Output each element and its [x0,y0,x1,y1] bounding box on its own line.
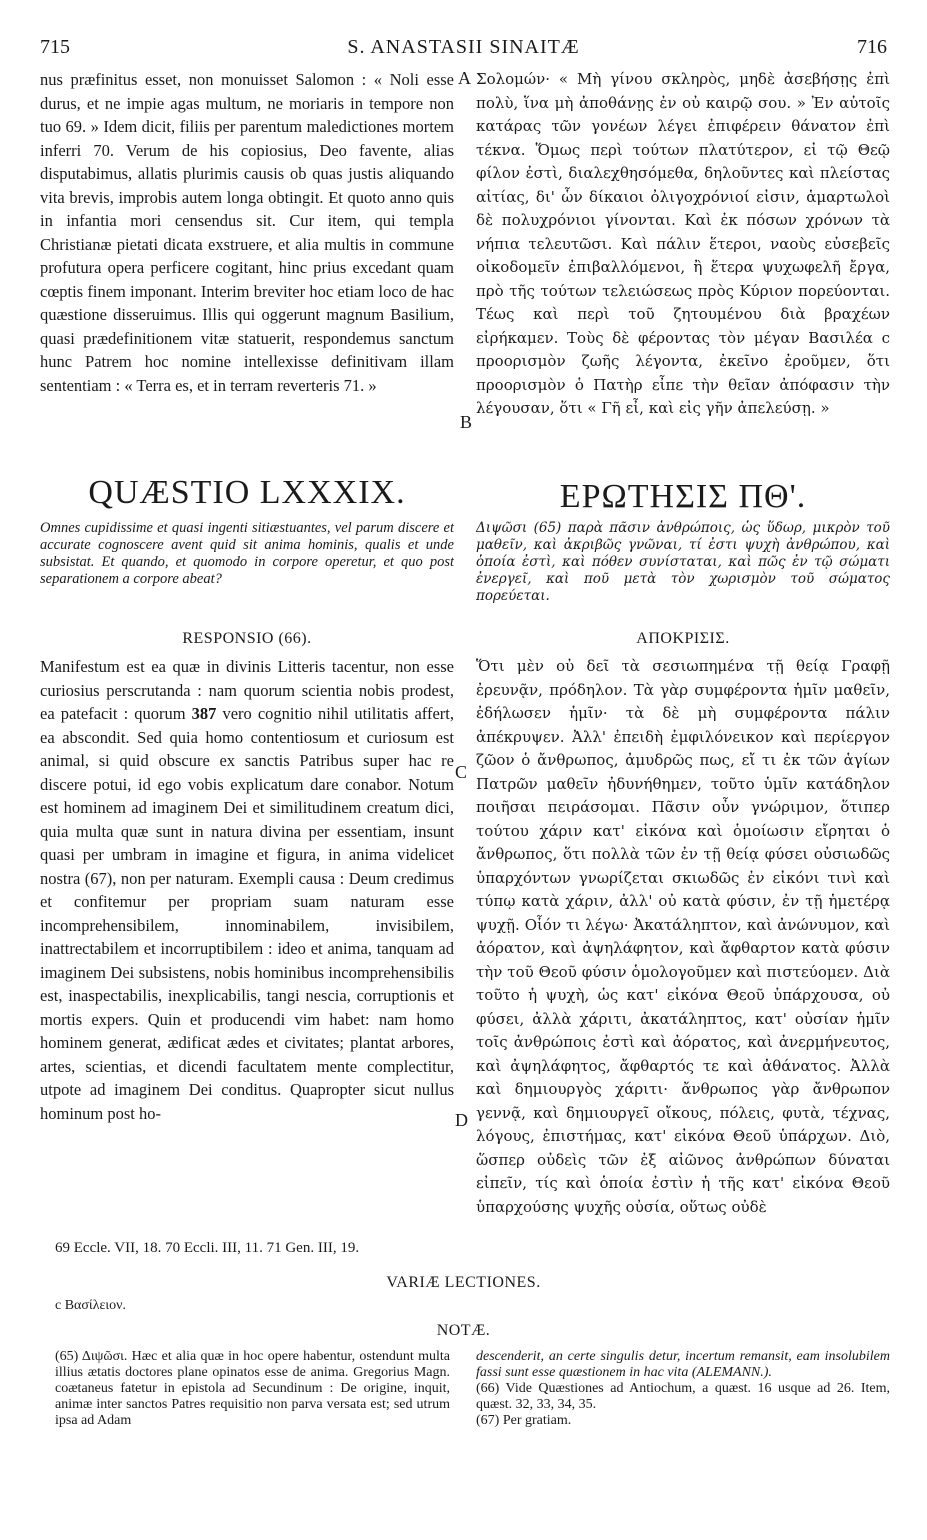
margin-mark-a: A [458,68,471,88]
note-65: (65) Διψῶσι. Hæc et alia quæ in hoc opere habentur, ostendunt multa illius ætatis doctores plane opinatos esse de anima. Gregorius Magn. coætaneus fatetur in epistola ad Secundinum : De origine, inquit, animæ inter sanctos Patres requisitio non parva versata est; sed utrum ipsa ad Adam [55,1349,450,1428]
notae-title: NOTÆ. [436,1322,491,1339]
latin-responsio-rest: vero cognitio nihil utilitatis affert, ea abscondit. Sed quia homo contentiosum et curiosum est animal, si quid obscure ex sanctis Patribus super hac re discere potui, id ego vobis explicatum dare conabor. Notum est hominem ad imaginem Dei et similitudinem creatum dici, quia multa quæ sunt in natura divina per essentiam, insunt quasi per umbram in imagine et figura, in anima videlicet nostra (67), non per naturam. Exempli causa : Deum credimus et confitemur per propriam suam naturam esse incomprehensibilem, innominabilem, invisibilem, inattrectabilem et incorruptibilem : ideo et anima, tanquam ad imaginem Dei subsistens, nobis hominibus incomprehensibilis est, inaspectabilis, inexplicabilis, tangi nescia, corruptionis et mortis expers. Quin et producendi vim habet: nam homo hominem generat, ædificat ædes et civitates; plantat arbores, artes, scientias, et dicendi facultatem mente complectitur, utpote ad imaginem Dei conditus. Quapropter sicut nullus hominum post ho- [40,704,454,1123]
latin-responsio-heading: RESPONSIO (66). [182,630,312,647]
greek-responsio-heading: ΑΠΟΚΡΙΣΙΣ. [636,630,730,647]
scripture-footnotes: 69 Eccle. VII, 18. 70 Eccli. III, 11. 71 Gen. III, 19. [55,1240,360,1256]
notae-right-column [476,1349,890,1479]
column-number: 387 [191,704,217,723]
greek-responsio-body [476,655,890,1235]
running-title: S. ANASTASII SINAITÆ [347,36,580,58]
latin-column-top [40,68,454,470]
margin-mark-b: B [460,412,473,432]
greek-column-top [476,68,890,420]
margin-mark-c: C [455,762,468,782]
note-65-continued: descenderit, an certe singulis detur, incertum remansit, eam insolubilem fassi sunt esse quæstionem in hac vita (ALEMANN.). [476,1349,890,1380]
latin-responsio-text [40,655,454,1125]
latin-responsio-body [40,655,454,1235]
variae-lectiones-text: c Βασίλειον. [55,1298,126,1313]
right-page-number: 716 [857,36,887,58]
latin-question-summary [40,520,454,624]
greek-summary-text: Διψῶσι (65) παρὰ πᾶσιν ἀνθρώποις, ὡς ὕδωρ, μικρὸν τοῦ μαθεῖν, καὶ ἀκριβῶς γνῶναι, τί ἐστι ψυχὴ ἀνθρώπου, καὶ ὁποία ἐστὶ, καὶ πόθεν συνίσταται, καὶ πῶς ἐν τῷ σώματι ἐνεργεῖ, καὶ ποῦ μετὰ τὸν χωρισμὸν τοῦ σώματος πορεύεται. [476,520,890,604]
greek-responsio-text: Ὅτι μὲν οὐ δεῖ τὰ σεσιωπημένα τῇ θείᾳ Γραφῇ ἐρευνᾷν, πρόδηλον. Τὰ γὰρ συμφέροντα ἡμῖν μαθεῖν, ἐδήλωσεν ἡμῖν· τὰ δὲ μὴ συμφέροντα πάλιν ἀπέκρυψεν. Ἀλλ' ἐπειδὴ ἐμφιλόνεικον καὶ περίεργον ζῶον ὁ ἄνθρωπος, ἀμυδρῶς πως, εἴ τι ἐκ τῶν ἁγίων Πατρῶν μαθεῖν ἠδυνήθημεν, τοῦτο ὑμῖν κατάδηλον ποιῆσαι πειράσομαι. Πᾶσιν οὖν γνώριμον, ὅτιπερ τούτου χάριν κατ' εἰκόνα καὶ ὁμοίωσιν εἴρηται ὁ ἄνθρωπος, ὅτι πολλὰ τῶν ἐν τῇ θείᾳ φύσει οὐσιωδῶς ὑπαρχόντων γνωρίζεται σκιωδῶς ἐν εἰκόνι τινὶ καὶ τύπῳ κατὰ χάριν, ἀλλ' οὐ κατὰ φύσιν, ἐν τῇ ἡμετέρᾳ ψυχῇ. Οἷόν τι λέγω· Ἀκατάληπτον, καὶ ἀνώνυμον, καὶ ἀόρατον, καὶ ἀψηλάφητον, καὶ ἄφθαρτον κατὰ φύσιν τὴν τοῦ Θεοῦ φύσιν ὁμολογοῦμεν καὶ πιστεύομεν. Διὰ τοῦτο ἡ ψυχὴ, ὡς κατ' εἰκόνα Θεοῦ ὑπάρχουσα, οὐ φύσει, ἀλλὰ χάριτι, ἀκατάληπτος, κατ' οὐσίαν ἡμῖν τοῖς ἀνθρώποις ἐστὶ καὶ ἀόρατος, καὶ ἀνερμήνευτος, καὶ ἀψηλάφητος, ἄφθαρτός τε καὶ ἀθάνατος. Ἀλλὰ καὶ δημιουργὸς χάριτι· ἄνθρωπος γὰρ ἄνθρωπον γεννᾷ, καὶ δημιουργεῖ οἴκους, πόλεις, φυτὰ, τέχνας, λόγους, ἐπιστήμας, κατ' εἰκόνα Θεοῦ ὑπάρχων. Διὸ, ὥσπερ οὐδεὶς τῶν ἐξ αἰῶνος ἀνθρώπων δύναται εἰπεῖν, τίς καὶ ὁποία ἐστὶν ἡ τῆς κατ' εἰκόνα Θεοῦ ὑπαρχούσης ψυχῆς οὐσία, οὕτως οὐδὲ [476,657,890,1216]
variae-lectiones-title: VARIÆ LECTIONES. [386,1274,541,1291]
left-page-number: 715 [40,36,70,58]
greek-question-summary [476,520,890,624]
running-header [40,36,887,66]
greek-question-title: ΕΡΩΤΗΣΙΣ ΠΘ'. [559,478,807,515]
notae-left-column [55,1349,450,1479]
latin-paragraph: nus præfinitus esset, non monuisset Salomon : « Noli esse durus, et ne impie agas multum, ne moriaris in tempore non tuo 69. » Idem dicit, filiis per parentum maledictiones mortem inferri 70. Verum de his copiosius, Deo favente, alias disputabimus, allatis plurimis causis ob quas justis aliquando vita brevis, improbis autem longa obtingit. Et quoto anno quis in infantia mori censendus sit. Cur item, qui templa Christianæ pietati dicata exstruere, et alia multis in commune profutura opera perficere cogitant, hinc prius excedant quam cœptis finem imponant. Interim breviter hoc etiam loco de hac quæstione disseruimus. Illis qui oggerunt magnum Basilium, quasi prædefinitionem vitæ statuerit, respondemus sanctum hunc Patrem hoc nomine intellexisse definitivam illam sententiam : « Terra es, et in terram reverteris 71. » [40,70,454,395]
latin-summary-text: Omnes cupidissime et quasi ingenti sitiæstuantes, vel parum discere et accurate cognoscere avent quid sit anima hominis, qualis et unde subsistat. Et quando, et quomodo in corpore operetur, et quo post separationem a corpore abeat? [40,520,454,587]
greek-paragraph: Σολομών· « Μὴ γίνου σκληρὸς, μηδὲ ἀσεβήσῃς ἐπὶ πολὺ, ἵνα μὴ ἀποθάνῃς ἐν οὐ καιρῷ σου. » Ἐν αὐτοῖς κατάρας τῶν γονέων λέγει ἐπιφέρειν θάνατον ἐπὶ τέκνα. Ὅμως περὶ τούτων πλατύτερον, εἰ τῷ Θεῷ φίλον ἐστὶ, διαλεχθησόμεθα, δηλοῦντες καὶ πλείστας αἰτίας, δι' ὧν δίκαιοι ὀλιγοχρόνιοί εἰσιν, ἁμαρτωλοὶ δὲ πολυχρόνιοι γίνονται. Καὶ ἐκ πόσων χρόνων τὰ νήπια τελευτῶσι. Καὶ πάλιν ἕτεροι, ναοὺς εὐσεβεῖς οἰκοδομεῖν ἐπιβαλλόμενοι, ἢ ἕτερα ψυχωφελῆ ἔργα, πρὸ τῆς τούτων τελειώσεως πρὸς Κύριον πορεύονται. Τέως καὶ περὶ τοῦ ζητουμένου διὰ βραχέων εἰρήκαμεν. Τοὺς δὲ φέροντας τὸν μέγαν Βασιλέα c προορισμὸν ζωῆς λέγοντα, ἐκεῖνο ἐροῦμεν, ὅτι προορισμὸν ὁ Πατὴρ εἶπε τὴν θεῖαν ἀπόφασιν τὴν λέγουσαν, ὅτι « Γῆ εἶ, καὶ εἰς γῆν ἀπελεύσῃ. » [476,70,890,417]
note-66: (66) Vide Quæstiones ad Antiochum, a quæst. 16 usque ad 26. Item, quæst. 32, 33, 34, 35. [476,1381,890,1412]
margin-mark-d: D [455,1110,468,1130]
note-67: (67) Per gratiam. [476,1413,572,1428]
latin-question-title: QUÆSTIO LXXXIX. [88,474,406,511]
latin-responsio-lead: Manifestum est ea quæ in divinis Litteris tacentur, non esse curiosius perscrutanda : nam quorum scientia nobis prodest, ea patefacit : quorum [40,657,454,723]
